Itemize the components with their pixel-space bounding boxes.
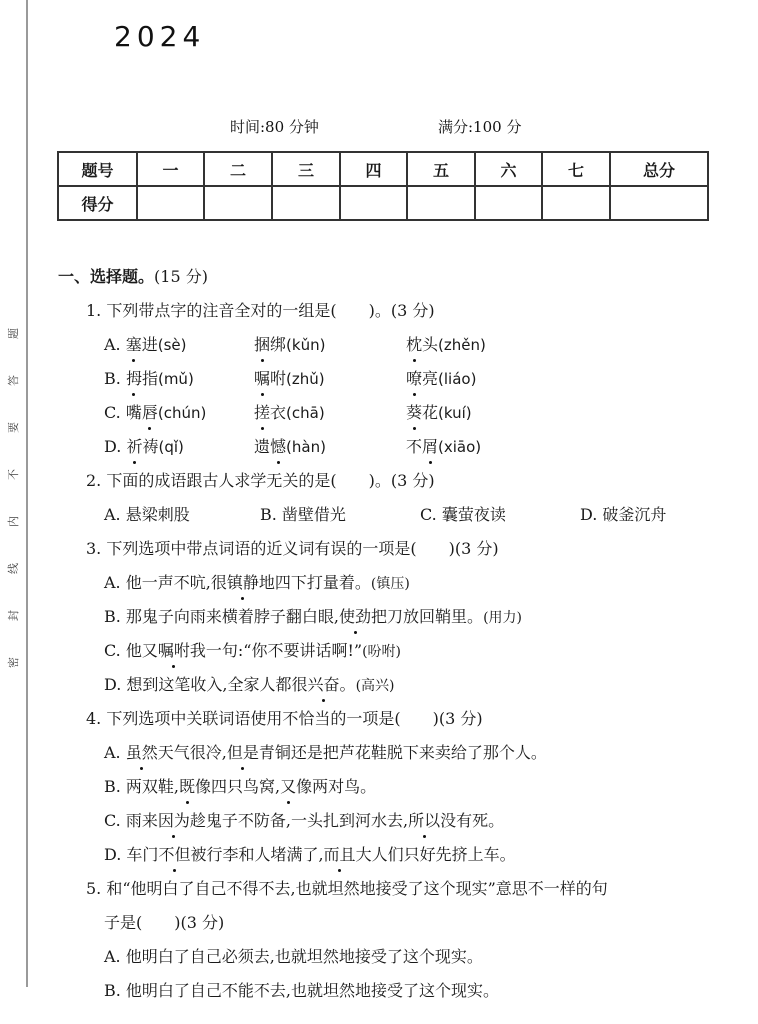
- section-points: (15 分): [154, 267, 208, 286]
- option-a: A. 悬梁刺股: [104, 505, 190, 524]
- table-header-cell: 总分: [610, 152, 708, 186]
- seal-char: 密: [6, 657, 20, 668]
- question-1-option-d: D. 祈祷(qǐ) 遗憾(hàn) 不屑(xiāo): [104, 437, 482, 456]
- score-cell[interactable]: [610, 186, 708, 220]
- score-table: [57, 151, 709, 221]
- score-cell[interactable]: [407, 186, 475, 220]
- question-1-stem: 1. 下列带点字的注音全对的一组是( )。(3 分): [86, 301, 435, 320]
- question-3-option-a: A. 他一声不吭,很镇静地四下打量着。(镇压): [104, 573, 410, 592]
- score-cell[interactable]: [204, 186, 272, 220]
- score-table-header-row: [58, 152, 708, 186]
- question-5-stem-line-2: 子是( )(3 分): [104, 913, 225, 932]
- seal-char: 题: [6, 328, 20, 339]
- question-5-option-b: B. 他明白了自己不能不去,也就坦然地接受了这个现实。: [104, 981, 500, 1000]
- question-4-option-a: A. 虽然天气很冷,但是青铜还是把芦花鞋脱下来卖给了那个人。: [104, 743, 547, 762]
- score-cell[interactable]: [340, 186, 407, 220]
- seal-char: 内: [6, 516, 20, 527]
- question-1-option-c: C. 嘴唇(chún) 搓衣(chā) 葵花(kuí): [104, 403, 472, 422]
- table-header-cell: 题号: [58, 152, 137, 186]
- question-2-stem: 2. 下面的成语跟古人求学无关的是( )。(3 分): [86, 471, 435, 490]
- question-1-option-b: B. 拇指(mǔ) 嘱咐(zhǔ) 嘹亮(liáo): [104, 369, 477, 388]
- seal-line-notice: [4, 328, 22, 668]
- question-4-option-d: D. 车门不但被行李和人堵满了,而且大人们只好先挤上车。: [104, 845, 516, 864]
- question-4-option-b: B. 两双鞋,既像四只鸟窝,又像两对鸟。: [104, 777, 377, 796]
- seal-char: 封: [6, 610, 20, 621]
- question-5-stem-line-1: 5. 和“他明白了自己不得不去,也就坦然地接受了这个现实”意思不一样的句: [86, 879, 608, 898]
- question-4-stem: 4. 下列选项中关联词语使用不恰当的一项是( )(3 分): [86, 709, 483, 728]
- table-header-cell: 四: [340, 152, 407, 186]
- option-b: B. 凿壁借光: [260, 505, 346, 524]
- score-cell[interactable]: [542, 186, 610, 220]
- option-d: D. 破釜沉舟: [580, 505, 667, 524]
- seal-char: 不: [6, 469, 20, 480]
- question-2-options: [104, 504, 666, 526]
- seal-char: 线: [6, 563, 20, 574]
- score-cell[interactable]: [272, 186, 340, 220]
- table-header-cell: 一: [137, 152, 204, 186]
- question-4-option-c: C. 雨来因为趁鬼子不防备,一头扎到河水去,所以没有死。: [104, 811, 505, 830]
- table-header-cell: 二: [204, 152, 272, 186]
- section-heading: 一、选择题。: [58, 267, 155, 286]
- full-score: 满分:100 分: [438, 118, 522, 136]
- score-row-label: 得分: [58, 186, 137, 220]
- table-header-cell: 七: [542, 152, 610, 186]
- question-3-option-b: B. 那鬼子向雨来横着脖子翻白眼,使劲把刀放回鞘里。(用力): [104, 607, 522, 626]
- table-header-cell: 六: [475, 152, 542, 186]
- exam-time: 时间:80 分钟: [230, 118, 319, 136]
- question-5-option-a: A. 他明白了自己必须去,也就坦然地接受了这个现实。: [104, 947, 483, 966]
- seal-char: 要: [6, 422, 20, 433]
- score-table-score-row: [58, 186, 708, 220]
- question-3-option-d: D. 想到这笔收入,全家人都很兴奋。(高兴): [104, 675, 395, 694]
- question-3-option-c: C. 他又嘱咐我一句:“你不要讲话啊!”(吩咐): [104, 641, 401, 660]
- score-cell[interactable]: [137, 186, 204, 220]
- question-3-stem: 3. 下列选项中带点词语的近义词有误的一项是( )(3 分): [86, 539, 499, 558]
- section-title: [58, 266, 208, 288]
- table-header-cell: 五: [407, 152, 475, 186]
- question-1-option-a: A. 塞进(sè) 捆绑(kǔn) 枕头(zhěn): [104, 335, 486, 354]
- option-c: C. 囊萤夜读: [420, 505, 506, 524]
- exam-year: 2024: [114, 20, 206, 53]
- table-header-cell: 三: [272, 152, 340, 186]
- binding-margin-line: [26, 0, 28, 987]
- score-cell[interactable]: [475, 186, 542, 220]
- seal-char: 答: [6, 375, 20, 386]
